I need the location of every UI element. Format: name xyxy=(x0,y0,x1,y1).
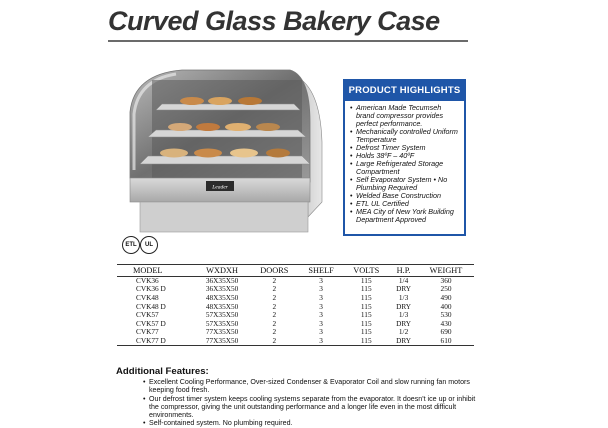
cell-model: CVK77 xyxy=(136,327,159,337)
cell-doors: 2 xyxy=(272,284,277,294)
page-title: Curved Glass Bakery Case xyxy=(108,6,440,36)
etl-certification-icon: ETL xyxy=(122,236,140,254)
highlight-item: • Holds 38ºF – 40ºF xyxy=(350,152,461,160)
highlight-item: • MEA City of New York Building Department Approved xyxy=(350,208,461,224)
cell-weight: 430 xyxy=(440,318,452,328)
cell-hp: DRY xyxy=(396,284,412,294)
column-header-shelf: SHELF xyxy=(299,265,344,277)
cell-weight: 490 xyxy=(440,292,452,302)
cell-model: CVK48 xyxy=(136,292,159,302)
column-header-model: MODEL xyxy=(117,265,194,277)
cell-dimensions: 48X35X50 xyxy=(205,301,239,311)
column-header-doors: DOORS xyxy=(250,265,299,277)
cell-weight: 610 xyxy=(418,337,474,346)
cell-hp: 1/3 xyxy=(398,292,409,302)
cell-doors: 2 xyxy=(250,337,299,346)
highlight-item: • Welded Base Construction xyxy=(350,192,461,200)
column-header-volts: VOLTS xyxy=(343,265,389,277)
cell-volts: 115 xyxy=(343,337,389,346)
cell-volts: 115 xyxy=(360,318,372,328)
cell-doors: 2 xyxy=(272,327,277,337)
cell-dimensions: 77X35X50 xyxy=(205,327,239,337)
column-header-dimensions: WXDXH xyxy=(194,265,249,277)
feature-item: • Our defrost timer system keeps cooling systems separate from the evaporator. It doesn't ice up or inhibit the compressor, giving the unit outstanding performance and a longer life even in the most difficult environments. xyxy=(144,395,476,420)
table-row xyxy=(117,311,474,320)
table-row xyxy=(117,328,474,337)
cell-model: CVK36 xyxy=(136,276,159,286)
cell-hp: 1/3 xyxy=(398,310,409,320)
cell-doors: 2 xyxy=(272,276,277,286)
highlight-item: • Self Evaporator System • No Plumbing Required xyxy=(350,176,461,192)
table-row xyxy=(117,302,474,311)
cell-dimensions: 48X35X50 xyxy=(205,292,239,302)
cell-hp: DRY xyxy=(396,301,412,311)
table-row xyxy=(117,277,474,286)
cell-shelf: 3 xyxy=(319,301,323,311)
title-block xyxy=(108,4,468,42)
cell-hp: 1/4 xyxy=(398,276,409,286)
highlight-item: • Defrost Timer System xyxy=(350,144,461,152)
cell-shelf: 3 xyxy=(319,276,323,286)
cell-hp: 1/2 xyxy=(398,327,409,337)
cell-model: CVK57 D xyxy=(136,318,166,328)
cell-shelf: 3 xyxy=(319,292,323,302)
brand-nameplate: Leader xyxy=(212,184,228,191)
cell-dimensions: 57X35X50 xyxy=(205,318,239,328)
table-row xyxy=(117,319,474,328)
cell-dimensions: 36X35X50 xyxy=(205,284,239,294)
cell-dimensions: 57X35X50 xyxy=(205,310,239,320)
cell-model: CVK48 D xyxy=(136,301,166,311)
cell-weight: 360 xyxy=(440,276,452,286)
cell-model: CVK36 D xyxy=(136,284,166,294)
cell-shelf: 3 xyxy=(319,284,323,294)
bakery-case-image xyxy=(112,52,330,262)
cell-shelf: 3 xyxy=(319,327,323,337)
highlight-item: • Mechanically controlled Uniform Temperature xyxy=(350,128,461,144)
cell-dimensions: 77X35X50 xyxy=(194,337,249,346)
product-highlights-panel xyxy=(343,79,466,236)
cell-shelf: 3 xyxy=(319,318,323,328)
cell-doors: 2 xyxy=(272,292,277,302)
feature-item: • Self-contained system. No plumbing required. xyxy=(144,419,476,427)
cell-volts: 115 xyxy=(360,327,372,337)
cell-weight: 400 xyxy=(440,301,452,311)
cell-doors: 2 xyxy=(272,301,277,311)
cell-model: CVK77 D xyxy=(117,337,194,346)
cell-volts: 115 xyxy=(360,292,372,302)
highlight-item: • ETL UL Certified xyxy=(350,200,461,208)
cell-volts: 115 xyxy=(360,276,372,286)
feature-item: • Excellent Cooling Performance, Over-sized Condenser & Evaporator Coil and slow running fan motors keeping food fresh. xyxy=(144,378,476,395)
table-header-row xyxy=(117,265,474,277)
cell-weight: 530 xyxy=(440,310,452,320)
table-row xyxy=(117,285,474,294)
additional-features-heading: Additional Features: xyxy=(116,366,209,377)
table-row xyxy=(117,294,474,303)
specifications-table xyxy=(117,264,474,346)
column-header-hp: H.P. xyxy=(389,265,418,277)
cell-hp: DRY xyxy=(389,337,418,346)
column-header-weight: WEIGHT xyxy=(418,265,474,277)
highlights-heading: PRODUCT HIGHLIGHTS xyxy=(345,81,464,101)
cell-volts: 115 xyxy=(360,310,372,320)
title-divider xyxy=(108,40,468,42)
highlight-item: • American Made Tecumseh brand compressor provides perfect performance. xyxy=(350,104,461,128)
cell-volts: 115 xyxy=(360,284,372,294)
highlights-list xyxy=(345,101,464,224)
additional-features-section xyxy=(116,366,476,428)
cell-hp: DRY xyxy=(396,318,412,328)
cell-weight: 250 xyxy=(440,284,452,294)
cell-doors: 2 xyxy=(272,310,277,320)
cell-volts: 115 xyxy=(360,301,372,311)
cell-shelf: 3 xyxy=(299,337,344,346)
cell-model: CVK57 xyxy=(136,310,159,320)
cell-shelf: 3 xyxy=(319,310,323,320)
cell-weight: 690 xyxy=(440,327,452,337)
cell-dimensions: 36X35X50 xyxy=(205,276,239,286)
table-row xyxy=(117,337,474,346)
ul-certification-icon: UL xyxy=(140,236,158,254)
highlight-item: • Large Refrigerated Storage Compartment xyxy=(350,160,461,176)
additional-features-list xyxy=(116,378,476,428)
cell-doors: 2 xyxy=(272,318,277,328)
